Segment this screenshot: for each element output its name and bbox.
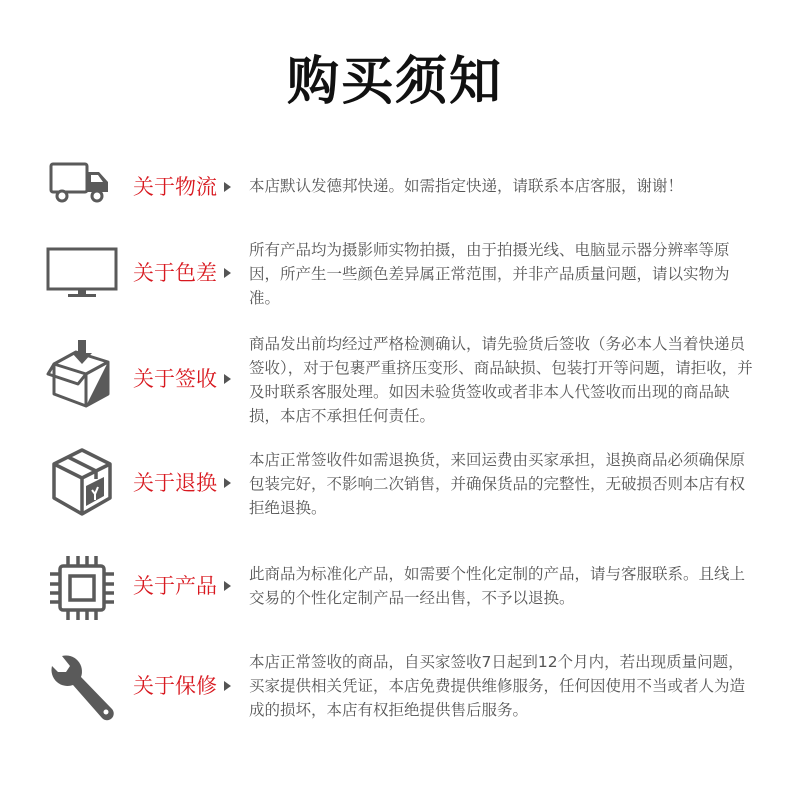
arrow-icon <box>224 681 231 691</box>
page-title: 购买须知 <box>286 52 503 112</box>
chip-icon <box>46 552 118 624</box>
truck-icon <box>46 150 118 222</box>
wrench-icon <box>46 652 118 724</box>
section-label: 关于物流 <box>133 175 217 199</box>
section-text: 商品发出前均经过严格检测确认，请先验货后签收（务必本人当着快递员签收），对于包裹严重挤压变形、商品缺损、包装打开等问题，请拒收，并及时联系客服处理。如因未验货签收或者非本人代签收而出现的商品缺损，本店不承担任何责任。 <box>249 335 753 425</box>
section-label: 关于退换 <box>133 471 217 495</box>
section-label: 关于签收 <box>133 367 217 391</box>
box-download-icon <box>46 338 118 410</box>
arrow-icon <box>224 268 231 278</box>
section-label: 关于保修 <box>133 674 217 698</box>
package-icon <box>46 446 118 518</box>
section-text: 本店正常签收件如需退换货，来回运费由买家承担，退换商品必须确保原包装完好，不影响二次销售，并确保货品的完整性，无破损否则本店有权拒绝退换。 <box>249 451 746 517</box>
section-label: 关于色差 <box>133 261 217 285</box>
arrow-icon <box>224 374 231 384</box>
arrow-icon <box>224 581 231 591</box>
section-text: 本店正常签收的商品，自买家签收7日起到12个月内，若出现质量问题，买家提供相关凭证，本店免费提供维修服务，任何因使用不当或者人为造成的损坏，本店有权拒绝提供售后服务。 <box>249 653 746 719</box>
section-text: 本店默认发德邦快递。如需指定快递，请联系本店客服，谢谢！ <box>249 177 684 195</box>
section-label: 关于产品 <box>133 574 217 598</box>
monitor-icon <box>46 237 118 309</box>
arrow-icon <box>224 182 231 192</box>
section-text: 此商品为标准化产品，如需要个性化定制的产品，请与客服联系。且线上交易的个性化定制产品一经出售，不予以退换。 <box>249 565 746 607</box>
section-text: 所有产品均为摄影师实物拍摄，由于拍摄光线、电脑显示器分辨率等原因，所产生一些颜色差异属正常范围，并非产品质量问题，请以实物为准。 <box>249 241 730 307</box>
arrow-icon <box>224 478 231 488</box>
